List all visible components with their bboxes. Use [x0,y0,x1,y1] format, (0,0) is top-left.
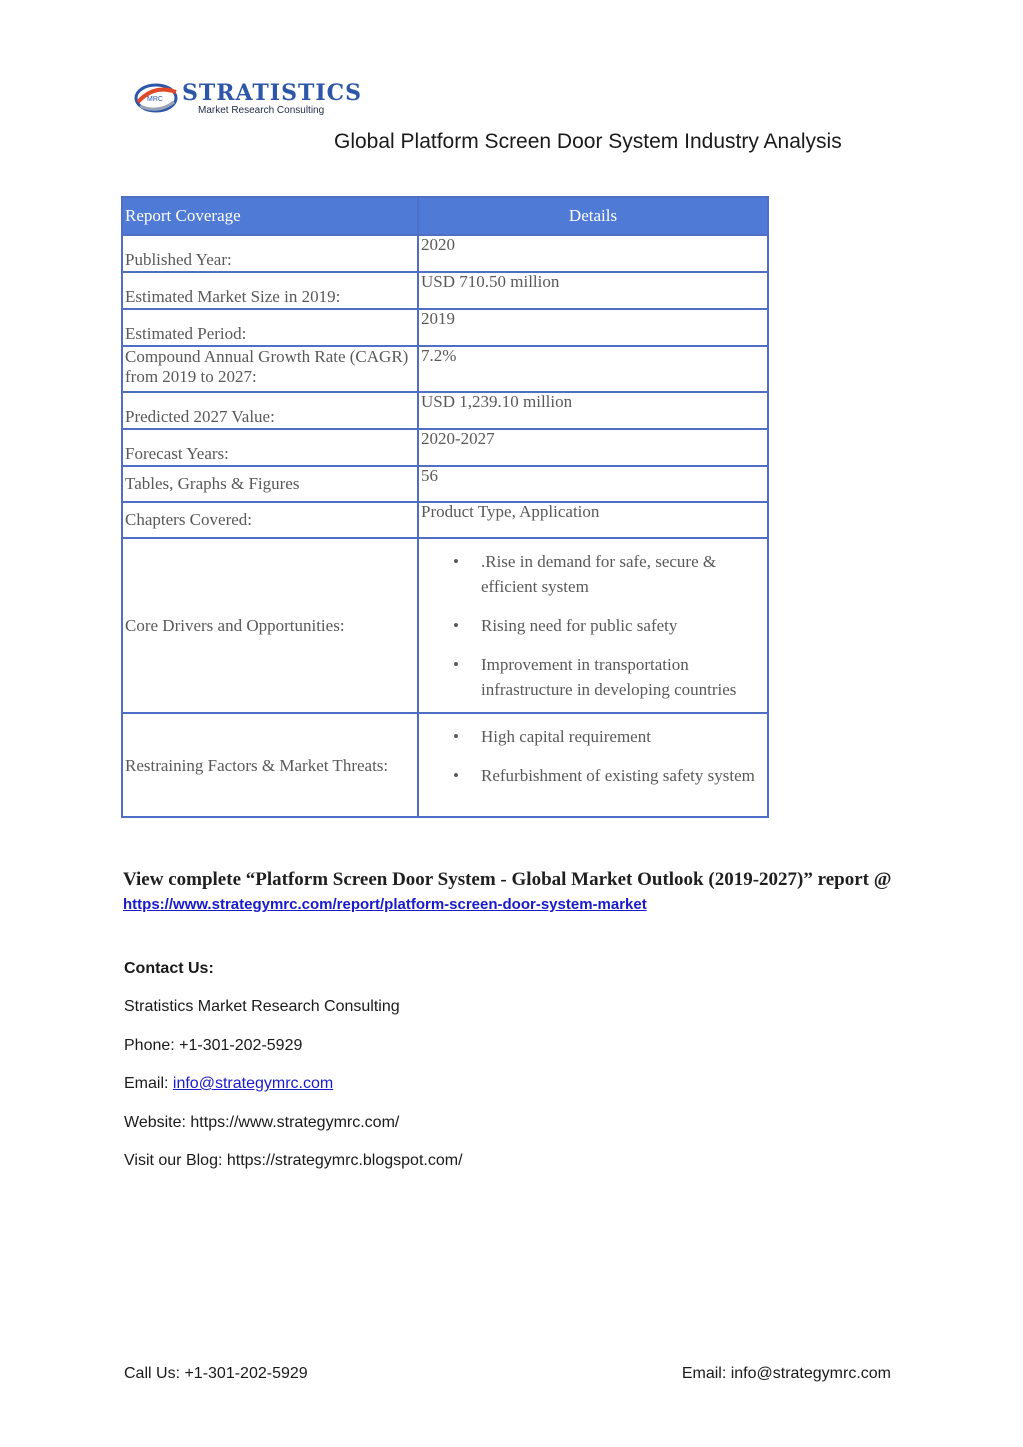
contact-heading: Contact Us: [124,960,214,977]
table-row [122,392,768,429]
table-row-drivers [122,538,768,713]
threats-list [421,724,765,788]
row-value: 7.2% [418,346,768,392]
table-row [122,502,768,538]
row-label: Tables, Graphs & Figures [122,466,418,502]
row-label: Core Drivers and Opportunities: [122,538,418,713]
row-value: USD 710.50 million [418,272,768,309]
contact-phone: Phone: +1-301-202-5929 [124,1037,303,1054]
row-label: Published Year: [122,235,418,272]
report-link-paragraph [123,868,903,917]
list-item: • Rising need for public safety [481,613,765,638]
table-row [122,235,768,272]
drivers-list [421,549,765,702]
drivers-cell [418,538,768,713]
report-link-text: View complete “Platform Screen Door System - Global Market Outlook (2019-2027)” report @ [123,869,892,890]
table-row [122,309,768,346]
logo-swirl-icon [134,80,182,116]
list-item: • .Rise in demand for safe, secure & efficient system [481,549,765,599]
report-coverage-table [121,196,769,818]
logo-mark: MRC [147,96,163,103]
contact-email-line [124,1075,333,1093]
row-value: 2020 [418,235,768,272]
footer-phone: Call Us: +1-301-202-5929 [124,1365,308,1382]
row-value: 2019 [418,309,768,346]
row-value: 2020-2027 [418,429,768,466]
contact-email-link[interactable]: info@strategymrc.com [172,1075,334,1092]
contact-company: Stratistics Market Research Consulting [124,998,400,1015]
row-label: Estimated Market Size in 2019: [122,272,418,309]
list-item: • High capital requirement [481,724,765,749]
page-title: Global Platform Screen Door System Industry Analysis [334,130,842,153]
list-item: • Improvement in transportation infrastructure in developing countries [481,652,765,702]
row-label: Compound Annual Growth Rate (CAGR) from 2019 to 2027: [122,346,418,392]
row-label: Chapters Covered: [122,502,418,538]
row-value: USD 1,239.10 million [418,392,768,429]
table-row [122,346,768,392]
table-row [122,466,768,502]
table-header-row [122,197,768,235]
row-value: Product Type, Application [418,502,768,538]
row-value: 56 [418,466,768,502]
report-link[interactable]: https://www.strategymrc.com/report/platform-screen-door-system-market [123,896,647,913]
table-header-coverage: Report Coverage [122,197,418,235]
contact-email-label: Email: [124,1075,173,1092]
row-label: Restraining Factors & Market Threats: [122,713,418,817]
row-label: Predicted 2027 Value: [122,392,418,429]
footer-email: Email: info@strategymrc.com [681,1365,891,1382]
table-header-details: Details [418,197,768,235]
table-row [122,429,768,466]
threats-cell [418,713,768,817]
table-row [122,272,768,309]
contact-website: Website: https://www.strategymrc.com/ [124,1114,400,1131]
contact-blog: Visit our Blog: https://strategymrc.blogspot.com/ [124,1152,463,1169]
row-label: Forecast Years: [122,429,418,466]
list-item: • Refurbishment of existing safety system [481,763,765,788]
logo-brand: STRATISTICS [182,80,363,106]
logo-subtitle: Market Research Consulting [198,105,325,116]
company-logo [134,78,364,118]
table-row-threats [122,713,768,817]
row-label: Estimated Period: [122,309,418,346]
